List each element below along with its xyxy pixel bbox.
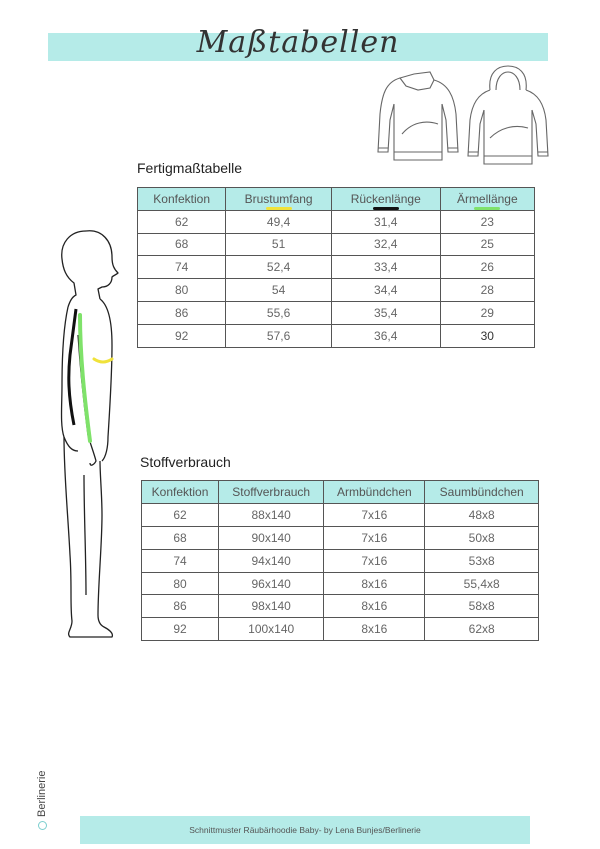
table-row bbox=[138, 256, 535, 279]
table-cell: 94x140 bbox=[219, 549, 324, 572]
table-cell: 8x16 bbox=[324, 618, 425, 641]
table-cell: 74 bbox=[142, 549, 219, 572]
table-cell: 49,4 bbox=[226, 210, 332, 233]
hoodie-back-icon bbox=[468, 66, 548, 164]
header-label: Konfektion bbox=[153, 191, 210, 206]
table-cell: 100x140 bbox=[219, 618, 324, 641]
table-cell: 25 bbox=[440, 233, 534, 256]
table-cell: 80 bbox=[142, 572, 219, 595]
table-cell: 36,4 bbox=[331, 324, 440, 347]
table-row bbox=[138, 279, 535, 302]
table-cell: 30 bbox=[440, 324, 534, 347]
table-row bbox=[142, 549, 539, 572]
header-armbuendchen: Armbündchen bbox=[324, 481, 425, 504]
table-cell: 88x140 bbox=[219, 503, 324, 526]
table-cell: 50x8 bbox=[425, 526, 539, 549]
table-cell: 31,4 bbox=[331, 210, 440, 233]
child-figure-illustration bbox=[50, 225, 130, 645]
header-label: Brustumfang bbox=[244, 191, 313, 206]
title-banner bbox=[48, 25, 548, 61]
table-cell: 34,4 bbox=[331, 279, 440, 302]
table-cell: 98x140 bbox=[219, 595, 324, 618]
brand-logo bbox=[36, 771, 48, 830]
brand-name: Berlinerie bbox=[36, 770, 48, 817]
header-konfektion: Konfektion bbox=[142, 481, 219, 504]
table-row bbox=[138, 301, 535, 324]
table-cell: 26 bbox=[440, 256, 534, 279]
table-header-row bbox=[138, 188, 535, 211]
header-label: Ärmellänge bbox=[456, 191, 518, 206]
table-row bbox=[138, 233, 535, 256]
table-cell: 68 bbox=[138, 233, 226, 256]
table-cell: 55,6 bbox=[226, 301, 332, 324]
table-cell: 92 bbox=[142, 618, 219, 641]
table-cell: 28 bbox=[440, 279, 534, 302]
table-cell: 58x8 bbox=[425, 595, 539, 618]
header-brustumfang bbox=[226, 188, 332, 211]
footer-text: Schnittmuster Räubärhoodie Baby- by Lena Bunjes/Berlinerie bbox=[189, 825, 421, 835]
table-cell: 29 bbox=[440, 301, 534, 324]
table-cell: 32,4 bbox=[331, 233, 440, 256]
table-cell: 57,6 bbox=[226, 324, 332, 347]
header-konfektion bbox=[138, 188, 226, 211]
table-cell: 62x8 bbox=[425, 618, 539, 641]
stoffverbrauch-title: Stoffverbrauch bbox=[140, 454, 231, 470]
table-cell: 7x16 bbox=[324, 503, 425, 526]
table-row bbox=[142, 572, 539, 595]
table-row bbox=[138, 324, 535, 347]
table-cell: 35,4 bbox=[331, 301, 440, 324]
header-saumbuendchen: Saumbündchen bbox=[425, 481, 539, 504]
table-row bbox=[142, 618, 539, 641]
header-label: Rückenlänge bbox=[350, 191, 421, 206]
brand-icon bbox=[38, 821, 47, 830]
table-cell: 52,4 bbox=[226, 256, 332, 279]
sleeve-color-marker bbox=[474, 207, 500, 210]
table-row bbox=[142, 503, 539, 526]
table-cell: 92 bbox=[138, 324, 226, 347]
back-color-marker bbox=[373, 207, 399, 210]
table-row bbox=[138, 210, 535, 233]
table-cell: 7x16 bbox=[324, 526, 425, 549]
table-row bbox=[142, 595, 539, 618]
table-cell: 55,4x8 bbox=[425, 572, 539, 595]
header-rueckenlaenge bbox=[331, 188, 440, 211]
table-cell: 48x8 bbox=[425, 503, 539, 526]
fertigmass-title: Fertigmaßtabelle bbox=[137, 160, 243, 176]
table-cell: 90x140 bbox=[219, 526, 324, 549]
table-cell: 62 bbox=[142, 503, 219, 526]
table-header-row bbox=[142, 481, 539, 504]
table-cell: 54 bbox=[226, 279, 332, 302]
table-cell: 8x16 bbox=[324, 572, 425, 595]
chest-color-marker bbox=[266, 207, 292, 210]
page-title: Maßtabellen bbox=[196, 25, 400, 60]
table-row bbox=[142, 526, 539, 549]
table-cell: 23 bbox=[440, 210, 534, 233]
footer-banner bbox=[80, 816, 530, 844]
table-cell: 53x8 bbox=[425, 549, 539, 572]
table-cell: 68 bbox=[142, 526, 219, 549]
table-cell: 8x16 bbox=[324, 595, 425, 618]
table-cell: 74 bbox=[138, 256, 226, 279]
table-cell: 51 bbox=[226, 233, 332, 256]
header-aermellaenge bbox=[440, 188, 534, 211]
stoffverbrauch-table bbox=[141, 480, 539, 641]
table-cell: 80 bbox=[138, 279, 226, 302]
table-cell: 86 bbox=[138, 301, 226, 324]
header-stoffverbrauch: Stoffverbrauch bbox=[219, 481, 324, 504]
hoodie-front-icon bbox=[378, 72, 458, 160]
fertigmass-table bbox=[137, 187, 535, 348]
table-cell: 33,4 bbox=[331, 256, 440, 279]
hoodie-illustrations bbox=[372, 64, 552, 174]
table-cell: 96x140 bbox=[219, 572, 324, 595]
table-cell: 86 bbox=[142, 595, 219, 618]
table-cell: 62 bbox=[138, 210, 226, 233]
table-cell: 7x16 bbox=[324, 549, 425, 572]
